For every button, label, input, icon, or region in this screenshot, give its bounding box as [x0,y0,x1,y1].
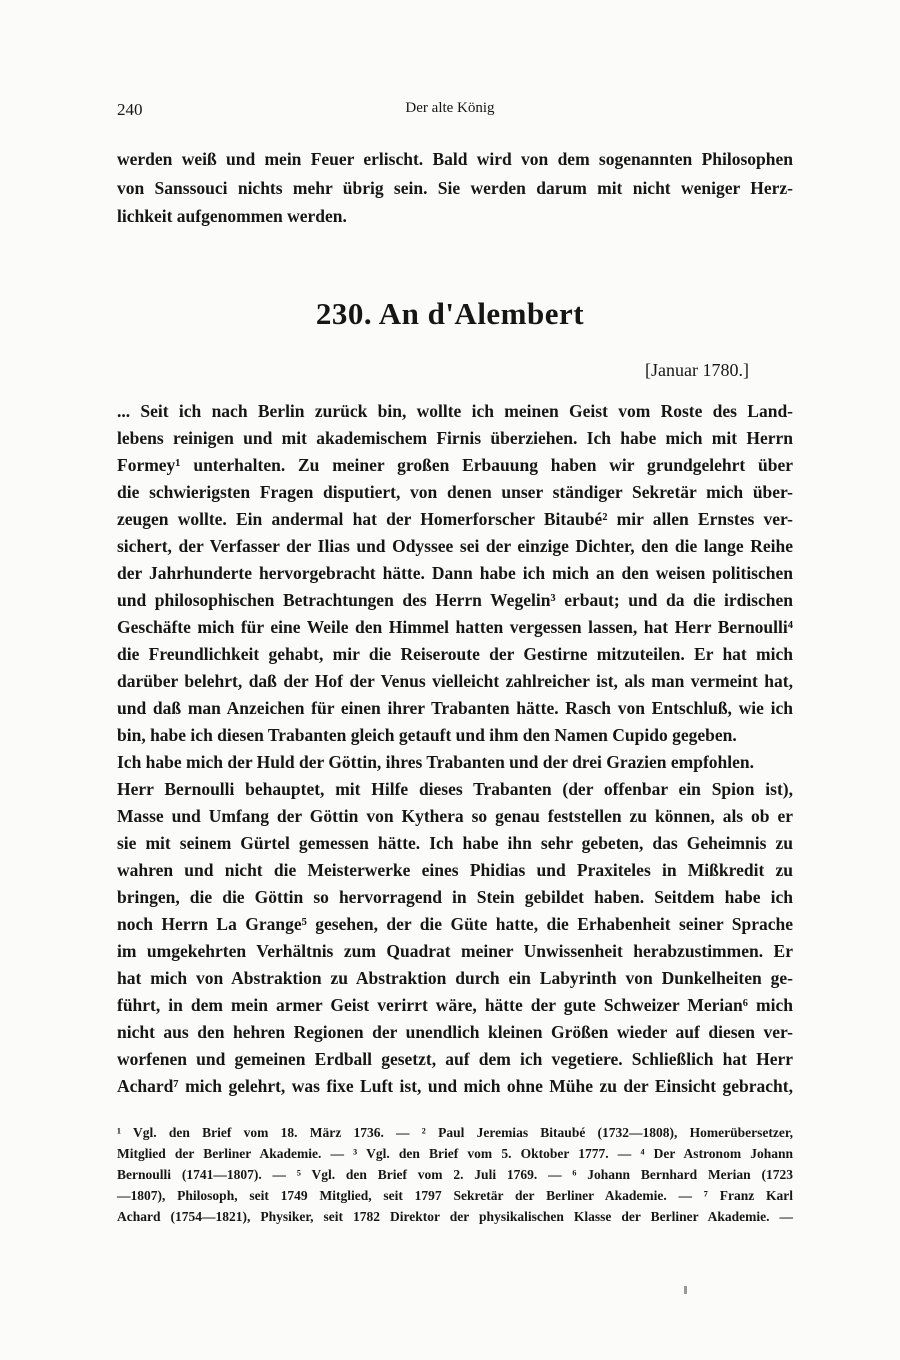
text-line: wahren und nicht die Meisterwerke eines Phidias und Praxiteles in Mißkredit zu [117,860,793,880]
text-line: lebens reinigen und mit akademischem Firnis überziehen. Ich habe mich mit Herrn [117,428,793,448]
text-line: sie mit seinem Gürtel gemessen hätte. Ich habe ihn sehr gebeten, das Geheimnis zu [117,833,793,853]
text-line: die Freundlichkeit gehabt, mir die Reiseroute der Gestirne mitzuteilen. Er hat mich [117,644,793,664]
text-line: zeugen wollte. Ein andermal hat der Homerforscher Bitaubé² mir allen Ernstes ver- [117,509,793,529]
footnote-line: —1807), Philosoph, seit 1749 Mitglied, seit 1797 Sekretär der Berliner Akademie. — ⁷ Franz Karl [117,1188,793,1203]
text-line: hat mich von Abstraktion zu Abstraktion durch ein Labyrinth von Dunkelheiten ge- [117,968,793,988]
text-line: von Sanssouci nichts mehr übrig sein. Sie werden darum mit nicht weniger Herz- [117,177,793,198]
text-line: Herr Bernoulli behauptet, mit Hilfe dieses Trabanten (der offenbar ein Spion ist), [117,779,793,799]
text-line: ... Seit ich nach Berlin zurück bin, wollte ich meinen Geist vom Roste des Land- [117,401,793,421]
text-line: darüber belehrt, daß der Hof der Venus vielleicht zahlreicher ist, als man vermeint hat, [117,671,793,691]
text-line: im umgekehrten Verhältnis zum Quadrat meiner Unwissenheit herabzustimmen. Er [117,941,793,961]
text-line: Ich habe mich der Huld der Göttin, ihres Trabanten und der drei Grazien empfohlen. [117,752,755,772]
footnote-line: Achard (1754—1821), Physiker, seit 1782 Direktor der physikalischen Klasse der Berliner Akademie. — [117,1209,793,1224]
text-line: bin, habe ich diesen Trabanten gleich getauft und ihm den Namen Cupido gegeben. [117,725,737,745]
text-line: werden weiß und mein Feuer erlischt. Bald wird von dem sogenannten Philosophen [117,149,793,169]
letter-title: 230. An d'Alembert [315,296,585,331]
footnote-line: ¹ Vgl. den Brief vom 18. März 1736. — ² Paul Jeremias Bitaubé (1732—1808), Homerübersetzer, [117,1125,793,1140]
running-title: Der alte König [405,100,495,116]
footnote-line: Bernoulli (1741—1807). — ⁵ Vgl. den Brief vom 2. Juli 1769. — ⁶ Johann Bernhard Merian (1723 [117,1167,793,1182]
text-line: lichkeit aufgenommen werden. [117,206,347,226]
page-number: 240 [117,100,143,119]
text-line: nicht aus den hehren Regionen der unendlich kleinen Größen wieder auf diesen ver- [117,1022,793,1042]
text-line: bringen, die die Göttin so hervorragend in Stein gebildet haben. Seitdem habe ich [117,887,793,907]
text-line: Masse und Umfang der Göttin von Kythera so genau feststellen zu können, als ob er [117,806,793,826]
letter-date: [Januar 1780.] [645,360,749,380]
text-line: Geschäfte mich für eine Weile den Himmel hatten vergessen lassen, hat Herr Bernoulli⁴ [117,617,793,637]
text-line: die schwierigsten Fragen disputiert, von denen unser ständiger Sekretär mich über- [117,482,793,502]
text-line: Formey¹ unterhalten. Zu meiner großen Erbauung haben wir grundgelehrt über [117,455,793,475]
text-line: und philosophischen Betrachtungen des Herrn Wegelin³ erbaut; und da die irdischen [117,590,793,610]
text-line: noch Herrn La Grange⁵ gesehen, der die Güte hatte, die Erhabenheit seiner Sprache [117,914,793,934]
text-line: und daß man Anzeichen für einen ihrer Trabanten hätte. Rasch von Entschluß, wie ich [117,698,793,718]
text-line: der Jahrhunderte hervorgebracht hätte. Dann habe ich mich an den weisen politischen [117,563,793,583]
text-line: worfenen und gemeinen Erdball gesetzt, auf dem ich vegetiere. Schließlich hat Herr [117,1049,793,1069]
letter-body [117,398,793,1100]
text-line: Achard⁷ mich gelehrt, was fixe Luft ist, und mich ohne Mühe zu der Einsicht gebracht, [117,1076,793,1096]
text-line: führt, in dem mein armer Geist verirrt wäre, hätte der gute Schweizer Merian⁶ mich [117,995,793,1015]
footnotes [117,1122,793,1227]
text-line: sichert, der Verfasser der Ilias und Odyssee sei der einzige Dichter, den die lange Reihe [117,536,793,556]
page-mark [684,1286,687,1294]
footnote-line: Mitglied der Berliner Akademie. — ³ Vgl. den Brief vom 5. Oktober 1777. — ⁴ Der Astronom Johann [117,1146,793,1161]
intro-paragraph [117,145,793,231]
